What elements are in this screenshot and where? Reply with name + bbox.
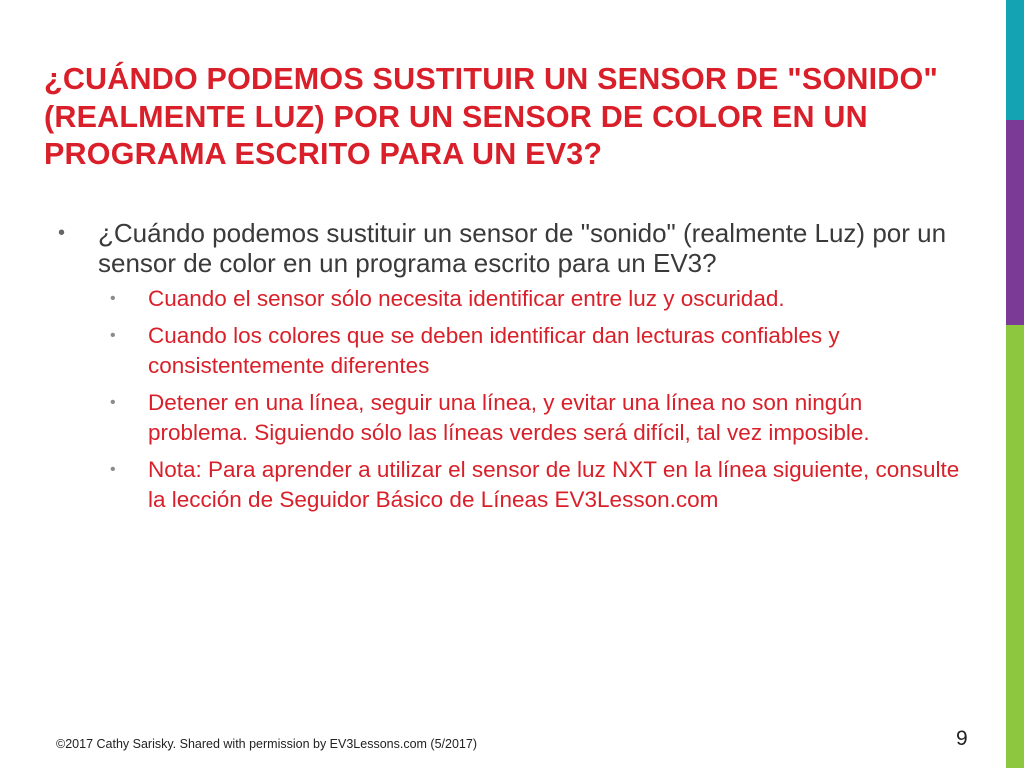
bullet-marker: • <box>110 290 116 307</box>
sub-bullet <box>100 455 963 515</box>
accent-sidebar <box>1006 0 1024 768</box>
page-number: 9 <box>956 727 968 750</box>
slide-content <box>58 218 963 522</box>
slide-title: ¿CUÁNDO PODEMOS SUSTITUIR UN SENSOR DE "SONIDO" (REALMENTE LUZ) POR UN SENSOR DE COLOR EN UN PROGRAMA ESCRITO PARA UN EV3? <box>44 62 939 171</box>
sub-bullet <box>100 388 963 448</box>
accent-bar-purple <box>1006 120 1024 325</box>
sub-bullet-text: Nota: Para aprender a utilizar el sensor de luz NXT en la línea siguiente, consulte la lección de Seguidor Básico de Líneas EV3Lesson.com <box>148 457 960 512</box>
sub-bullet-text: Cuando el sensor sólo necesita identificar entre luz y oscuridad. <box>148 286 785 311</box>
sub-bullet-text: Detener en una línea, seguir una línea, y evitar una línea no son ningún problema. Siguiendo sólo las líneas verdes será difícil, tal vez imposible. <box>148 390 870 445</box>
sub-bullet-text: Cuando los colores que se deben identificar dan lecturas confiables y consistentemente diferentes <box>148 323 840 378</box>
copyright-footer: ©2017 Cathy Sarisky. Shared with permission by EV3Lessons.com (5/2017) <box>56 737 477 751</box>
accent-bar-green <box>1006 325 1024 768</box>
sub-bullet-list <box>58 284 963 515</box>
bullet-marker: • <box>58 222 66 244</box>
sub-bullet <box>100 284 963 314</box>
bullet-marker: • <box>110 327 116 344</box>
sub-bullet <box>100 321 963 381</box>
accent-bar-teal <box>1006 0 1024 120</box>
bullet-marker: • <box>110 461 116 478</box>
main-bullet <box>58 218 963 278</box>
bullet-marker: • <box>110 394 116 411</box>
main-bullet-text: ¿Cuándo podemos sustituir un sensor de "sonido" (realmente Luz) por un sensor de color en un programa escrito para un EV3? <box>98 218 947 278</box>
